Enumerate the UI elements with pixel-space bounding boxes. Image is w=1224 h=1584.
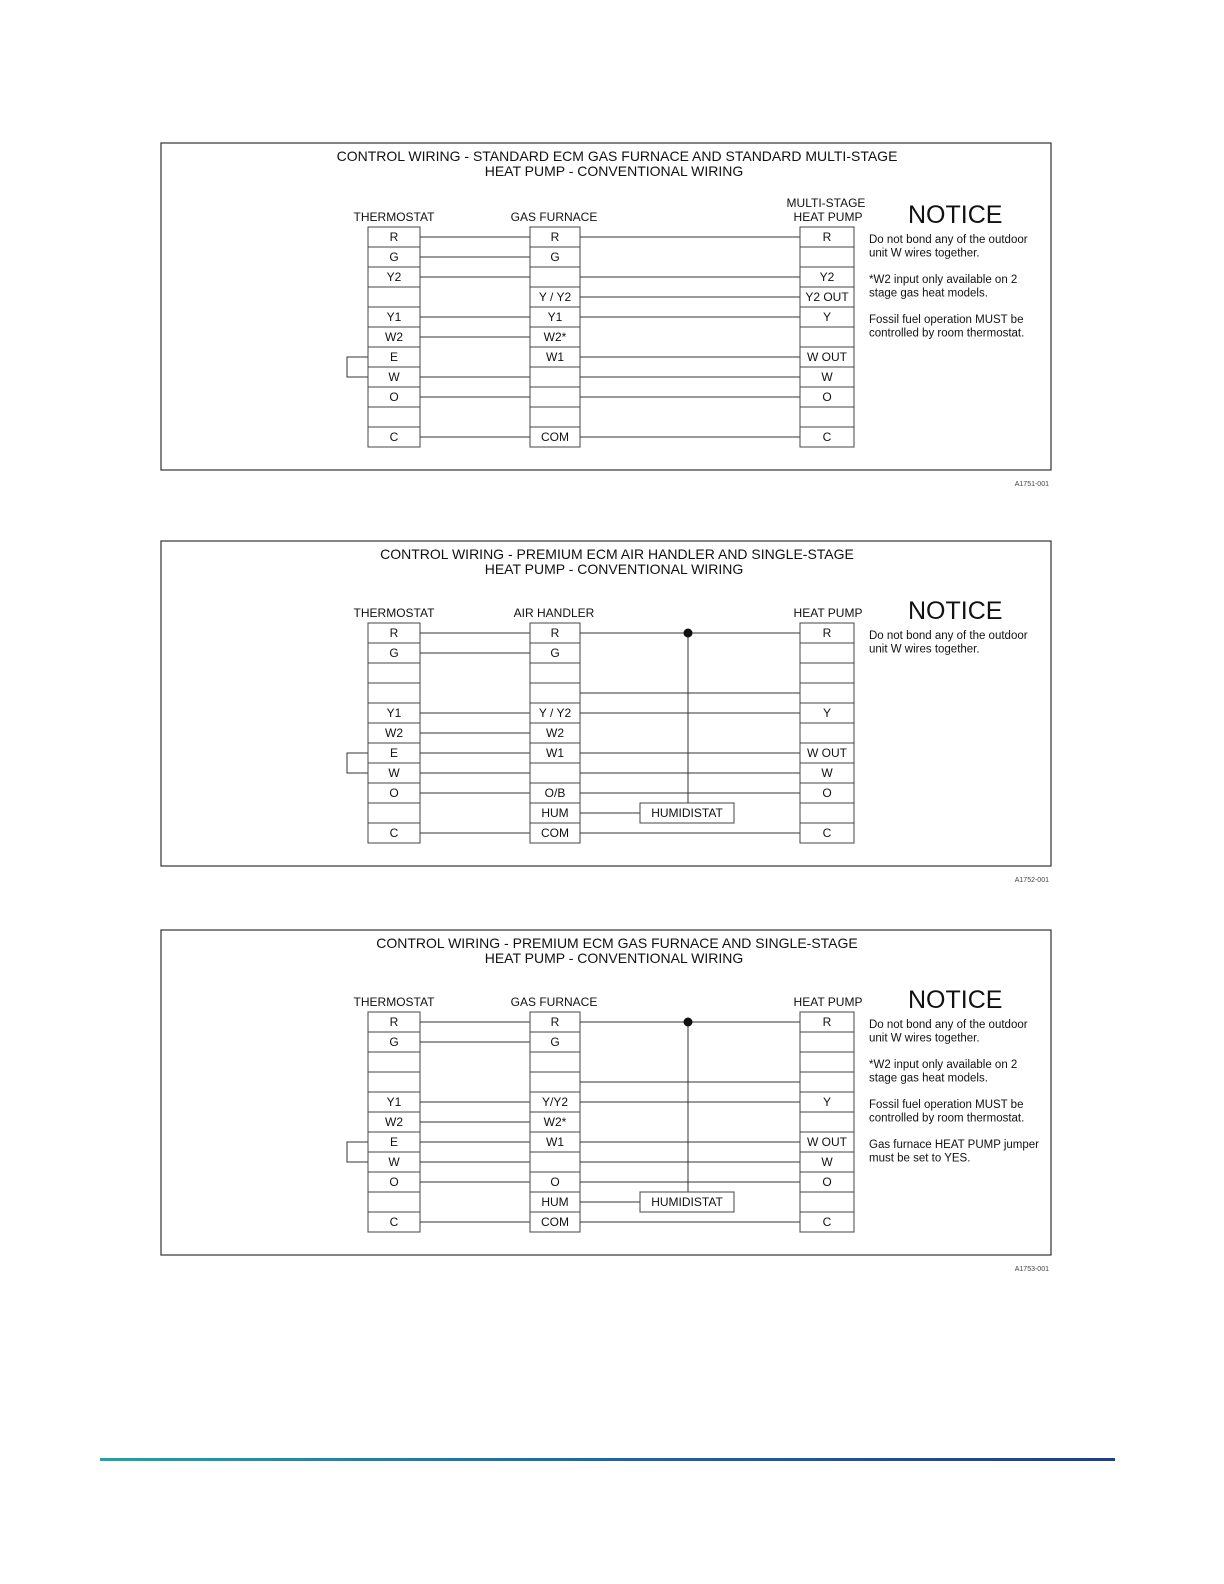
wiring-diagram-1-svg [0, 135, 1224, 495]
diagram-1-thermostat-cell-9 [368, 407, 420, 427]
wiring-diagram-3 [0, 922, 1224, 1272]
diagram-1-middle-term-4: Y1 [547, 310, 563, 324]
diagram-3-humidistat-label: HUMIDISTAT [651, 1195, 723, 1209]
diagram-3-right-term-8: O [822, 1175, 832, 1189]
diagram-3-thermostat-cell-9 [368, 1192, 420, 1212]
diagram-1-middle-term-1: G [550, 250, 560, 264]
diagram-1-right-label-line2: HEAT PUMP [793, 210, 863, 224]
diagram-2-right-term-6: W OUT [807, 746, 847, 760]
diagram-1-right-term-8: O [822, 390, 832, 404]
diagram-2-thermostat-term-0: R [389, 626, 399, 640]
diagram-2-right-term-0: R [822, 626, 832, 640]
diagram-3-right-term-0: R [822, 1015, 832, 1029]
diagram-1-notice-p2-l1: controlled by room thermostat. [869, 327, 1025, 340]
diagram-1-middle-term-6: W1 [546, 350, 564, 364]
diagram-1-figure-code: A1751-001 [1014, 481, 1049, 488]
diagram-3-middle-term-8: O [550, 1175, 560, 1189]
diagram-1-notice-p1-l1: stage gas heat models. [869, 287, 988, 300]
diagram-3-right-cell-9 [800, 1192, 854, 1212]
diagram-1-thermostat-term-6: E [389, 350, 399, 364]
diagram-3-figure-code: A1753-001 [1014, 1266, 1049, 1272]
diagram-1-thermostat-term-8: O [389, 390, 399, 404]
diagram-3-middle-term-1: G [550, 1035, 560, 1049]
diagram-1-right-cell-1 [800, 247, 854, 267]
diagram-2-middle-term-10: COM [541, 826, 569, 840]
diagram-3-middle-cell-3 [530, 1072, 580, 1092]
diagram-2-thermostat-term-6: E [389, 746, 399, 760]
diagram-3-notice-p0-l1: unit W wires together. [869, 1032, 980, 1045]
diagram-1-frame [161, 143, 1051, 470]
diagram-2-right-cell-3 [800, 683, 854, 703]
diagram-2-middle-cell-2 [530, 663, 580, 683]
diagram-1-notice-p0-l0: Do not bond any of the outdoor [869, 234, 1028, 246]
diagram-2-thermostat-term-1: G [389, 646, 399, 660]
diagram-2-thermostat-term-4: Y1 [386, 706, 402, 720]
diagram-2-thermostat-term-10: C [389, 826, 399, 840]
diagram-2-title-line2: HEAT PUMP - CONVENTIONAL WIRING [484, 561, 744, 577]
diagram-2-thermostat-cell-3 [368, 683, 420, 703]
diagram-3-junction-dot [684, 1018, 693, 1027]
diagram-2-thermostat-cell-2 [368, 663, 420, 683]
diagram-1-right-term-6: W OUT [807, 350, 847, 364]
diagram-3-middle-term-6: W1 [546, 1135, 564, 1149]
diagram-1-thermostat-label: THERMOSTAT [353, 210, 435, 224]
wiring-diagram-2-svg [0, 533, 1224, 883]
diagram-2-right-term-4: Y [822, 706, 832, 720]
diagram-3-thermostat-term-6: E [389, 1135, 399, 1149]
diagram-1-middle-cell-8 [530, 387, 580, 407]
diagram-1-right-label-line1: MULTI-STAGE [786, 196, 866, 210]
diagram-2-ew-jumper [347, 753, 368, 773]
wiring-diagram-2 [0, 533, 1224, 883]
diagram-3-notice-p2-l1: controlled by room thermostat. [869, 1112, 1025, 1125]
diagram-3-notice-p1-l1: stage gas heat models. [869, 1072, 988, 1085]
diagram-3-thermostat-term-1: G [389, 1035, 399, 1049]
diagram-2-right-term-8: O [822, 786, 832, 800]
diagram-1-notice-p0-l1: unit W wires together. [869, 247, 980, 260]
diagram-2-frame [161, 541, 1051, 866]
diagram-3-middle-term-0: R [550, 1015, 560, 1029]
diagram-3-middle-term-4: Y/Y2 [541, 1095, 569, 1109]
diagram-1-thermostat-term-10: C [389, 430, 399, 444]
diagram-2-notice-p0-l1: unit W wires together. [869, 643, 980, 656]
diagram-3-thermostat-term-4: Y1 [386, 1095, 402, 1109]
diagram-1-thermostat-term-0: R [389, 230, 399, 244]
diagram-3-thermostat-term-5: W2 [385, 1115, 403, 1129]
diagram-3-right-term-10: C [822, 1215, 832, 1229]
diagram-2-notice-title: NOTICE [908, 597, 1003, 625]
diagram-1-middle-cell-9 [530, 407, 580, 427]
diagram-3-notice-p2-l0: Fossil fuel operation MUST be [869, 1099, 1024, 1111]
diagram-1-right-term-0: R [822, 230, 832, 244]
diagram-1-middle-cell-2 [530, 267, 580, 287]
diagram-2-thermostat-term-8: O [389, 786, 399, 800]
diagram-1-middle-cell-7 [530, 367, 580, 387]
diagram-2-notice-p0-l0: Do not bond any of the outdoor [869, 630, 1028, 642]
footer-rule [100, 1458, 1115, 1461]
diagram-2-thermostat-term-5: W2 [385, 726, 403, 740]
diagram-1-notice-p1-l0: *W2 input only available on 2 [869, 274, 1018, 286]
diagram-3-notice-p3-l1: must be set to YES. [869, 1152, 971, 1165]
diagram-3-thermostat-label: THERMOSTAT [353, 995, 435, 1009]
diagram-3-middle-cell-7 [530, 1152, 580, 1172]
diagram-1-thermostat-term-4: Y1 [386, 310, 402, 324]
diagram-3-middle-label: GAS FURNACE [510, 995, 598, 1009]
diagram-2-right-cell-9 [800, 803, 854, 823]
diagram-1-thermostat-term-2: Y2 [386, 270, 402, 284]
diagram-1-right-cell-9 [800, 407, 854, 427]
diagram-2-middle-term-5: W2 [546, 726, 564, 740]
diagram-3-title-line2: HEAT PUMP - CONVENTIONAL WIRING [484, 950, 744, 966]
diagram-3-middle-cell-2 [530, 1052, 580, 1072]
diagram-3-thermostat-cell-2 [368, 1052, 420, 1072]
diagram-3-notice-p1-l0: *W2 input only available on 2 [869, 1059, 1018, 1071]
diagram-3-ew-jumper [347, 1142, 368, 1162]
diagram-3-middle-term-9: HUM [541, 1195, 569, 1209]
diagram-3-right-cell-5 [800, 1112, 854, 1132]
diagram-3-thermostat-term-10: C [389, 1215, 399, 1229]
diagram-1-right-cell-5 [800, 327, 854, 347]
diagram-2-right-term-7: W [821, 766, 833, 780]
diagram-3-right-term-4: Y [822, 1095, 832, 1109]
diagram-2-thermostat-term-7: W [388, 766, 400, 780]
diagram-1-notice-p2-l0: Fossil fuel operation MUST be [869, 314, 1024, 326]
diagram-2-middle-label: AIR HANDLER [513, 606, 595, 620]
diagram-1-middle-term-10: COM [541, 430, 569, 444]
diagram-2-middle-term-4: Y / Y2 [538, 706, 572, 720]
diagram-2-junction-dot [684, 629, 693, 638]
diagram-1-ew-jumper [347, 357, 368, 377]
diagram-1-title-line2: HEAT PUMP - CONVENTIONAL WIRING [484, 163, 744, 179]
diagram-3-thermostat-term-0: R [389, 1015, 399, 1029]
diagram-2-humidistat-label: HUMIDISTAT [651, 806, 723, 820]
diagram-3-title-line1: CONTROL WIRING - PREMIUM ECM GAS FURNACE AND SINGLE-STAGE [376, 935, 858, 951]
diagram-1-right-term-2: Y2 [819, 270, 835, 284]
diagram-2-thermostat-label: THERMOSTAT [353, 606, 435, 620]
diagram-3-right-label-line2: HEAT PUMP [793, 995, 863, 1009]
diagram-3-right-cell-2 [800, 1052, 854, 1072]
diagram-2-thermostat-cell-9 [368, 803, 420, 823]
diagram-2-right-cell-1 [800, 643, 854, 663]
diagram-2-middle-cell-3 [530, 683, 580, 703]
diagram-2-middle-cell-7 [530, 763, 580, 783]
diagram-2-middle-term-8: O/B [544, 786, 566, 800]
diagram-2-right-cell-5 [800, 723, 854, 743]
diagram-1-middle-term-0: R [550, 230, 560, 244]
diagram-3-right-term-6: W OUT [807, 1135, 847, 1149]
diagram-1-middle-label: GAS FURNACE [510, 210, 598, 224]
diagram-1-thermostat-cell-3 [368, 287, 420, 307]
diagram-2-right-cell-2 [800, 663, 854, 683]
diagram-3-middle-term-5: W2* [543, 1115, 567, 1129]
diagram-1-right-term-4: Y [822, 310, 832, 324]
diagram-1-notice-title: NOTICE [908, 201, 1003, 229]
diagram-1-middle-term-5: W2* [543, 330, 567, 344]
diagram-1-right-term-3: Y2 OUT [805, 290, 849, 304]
diagram-3-notice-p3-l0: Gas furnace HEAT PUMP jumper [869, 1139, 1040, 1151]
wiring-diagram-1 [0, 135, 1224, 495]
diagram-3-thermostat-term-8: O [389, 1175, 399, 1189]
diagram-1-thermostat-term-5: W2 [385, 330, 403, 344]
diagram-2-right-term-10: C [822, 826, 832, 840]
diagram-3-thermostat-cell-3 [368, 1072, 420, 1092]
diagram-3-notice-title: NOTICE [908, 986, 1003, 1014]
diagram-2-middle-term-9: HUM [541, 806, 569, 820]
diagram-2-title-line1: CONTROL WIRING - PREMIUM ECM AIR HANDLER AND SINGLE-STAGE [380, 546, 854, 562]
wiring-diagram-3-svg [0, 922, 1224, 1272]
diagram-1-right-term-7: W [821, 370, 833, 384]
diagram-2-middle-term-6: W1 [546, 746, 564, 760]
diagram-2-middle-term-0: R [550, 626, 560, 640]
diagram-3-right-cell-3 [800, 1072, 854, 1092]
diagram-3-right-cell-1 [800, 1032, 854, 1052]
diagram-3-right-term-7: W [821, 1155, 833, 1169]
diagram-1-middle-term-3: Y / Y2 [538, 290, 572, 304]
diagram-1-title-line1: CONTROL WIRING - STANDARD ECM GAS FURNACE AND STANDARD MULTI-STAGE [336, 148, 898, 164]
diagram-1-thermostat-term-1: G [389, 250, 399, 264]
diagram-2-middle-term-1: G [550, 646, 560, 660]
diagram-3-frame [161, 930, 1051, 1255]
diagram-1-right-term-10: C [822, 430, 832, 444]
diagram-3-middle-term-10: COM [541, 1215, 569, 1229]
diagram-3-thermostat-term-7: W [388, 1155, 400, 1169]
diagram-2-figure-code: A1752-001 [1014, 877, 1049, 883]
diagram-3-notice-p0-l0: Do not bond any of the outdoor [869, 1019, 1028, 1031]
diagram-2-right-label-line2: HEAT PUMP [793, 606, 863, 620]
diagram-1-thermostat-term-7: W [388, 370, 400, 384]
